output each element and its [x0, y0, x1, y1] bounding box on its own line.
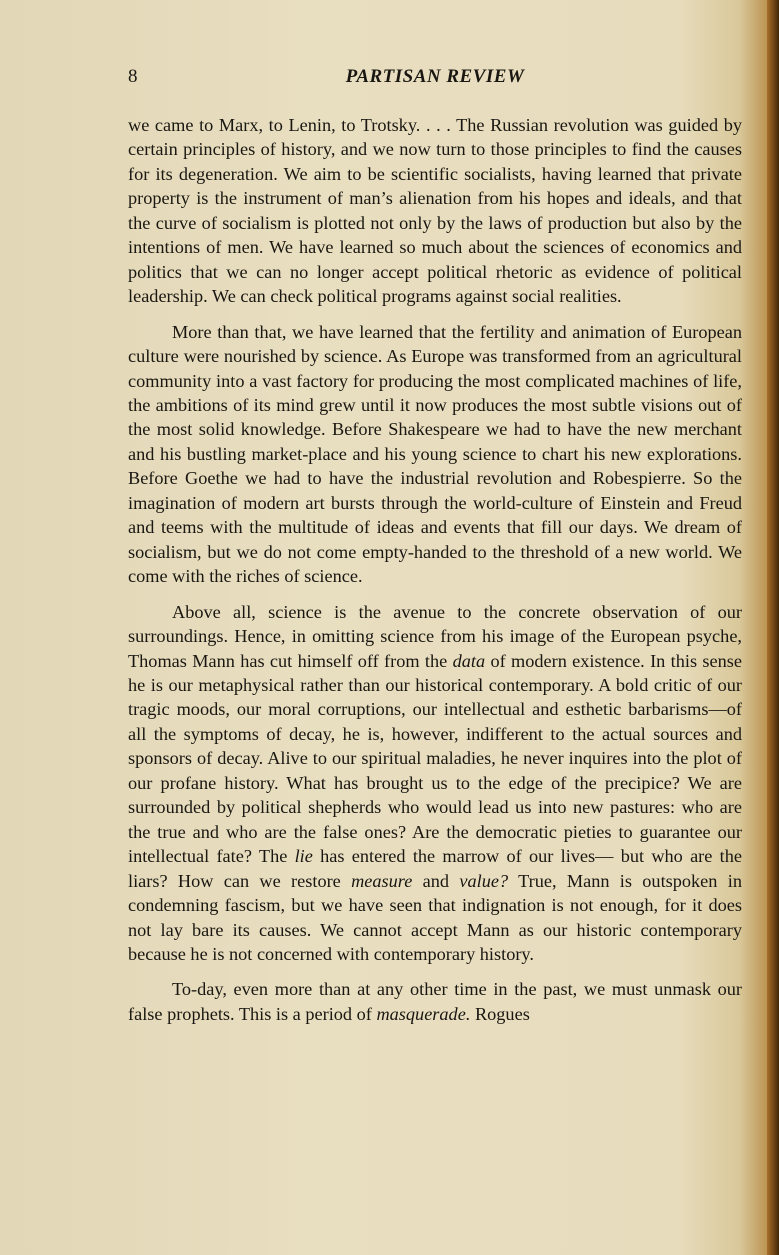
text-run: True, Mann is outspoken in condemning fascism, but we have seen that indignation is not enough, for it does not lay bare its causes. We cannot accept Mann as our historic contemporary because he is not concerned with contemporary history. [128, 870, 742, 964]
paragraph [128, 113, 742, 309]
text-run: we came to Marx, to Lenin, to Trotsky. . . . The Russian revolution was guided by certain principles of history, and we now turn to those principles to find the causes for its degeneration. We aim to be scientific socialists, having learned that private property is the instrument of man’s alienation from his hopes and ideals, and that the curve of socialism is plotted not only by the laws of production but also by the intentions of men. We have learned so much about the sciences of economics and politics that we can no longer accept political rhetoric as evidence of political leadership. We can check political programs against social realities. [128, 115, 742, 307]
text-run: of modern existence. In this sense he is our metaphysical rather than our historical contemporary. A bold critic of our tragic moods, our moral corruptions, our intellectual and esthetic barbarisms—of all the symptoms of decay, he is, however, indifferent to the actual sources and sponsors of decay. Alive to our spiritual maladies, he never inquires into the plot of our profane history. What has brought us to the edge of the precipice? We are surrounded by political shepherds who would lead us into new pastures: who are the true and who are the false ones? Are the democratic pieties to guarantee our intellectual fate? The [128, 650, 742, 867]
italic-run: data [452, 650, 486, 671]
book-spine-edge [767, 0, 779, 1255]
body-text [128, 113, 742, 1026]
running-title: PARTISAN REVIEW [345, 66, 525, 87]
text-run: More than that, we have learned that the fertility and animation of European culture were nourished by science. As Europe was transformed from an agricultural community into a vast factory for producing the most complicated machines of life, the ambitions of its mind grew until it now produces the most subtle visions out of the most solid knowledge. Before Shakespeare we had to have the new merchant and his bustling market-place and his young science to chart his new explorations. Before Goethe we had to have the industrial revolution and Robespierre. So the imagination of modern art bursts through the world-culture of Einstein and Freud and teems with the multitude of ideas and events that fill our days. We dream of socialism, but we do not come empty-handed to the threshold of a new world. We come with the riches of science. [128, 321, 742, 587]
italic-run: masquerade. [376, 1003, 471, 1024]
paragraph [128, 977, 742, 1026]
paragraph [128, 320, 742, 589]
page-header [128, 66, 742, 90]
text-run: Rogues [470, 1003, 530, 1024]
page-number: 8 [128, 66, 138, 87]
text-run: and [412, 870, 460, 891]
text-run: Above all, science is the avenue to the concrete observation of our surroundings. Hence, in omitting science from his image of the European psyche, Thomas Mann has cut himself off from the [128, 601, 742, 671]
text-run: To-day, even more than at any other time in the past, we must unmask our false prophets. This is a period of [128, 979, 742, 1024]
italic-run: lie [294, 846, 313, 867]
paragraph [128, 600, 742, 967]
italic-run: measure [351, 870, 413, 891]
text-run: has entered the marrow of our lives— but who are the liars? How can we restore [128, 846, 742, 891]
italic-run: value? [459, 870, 509, 891]
